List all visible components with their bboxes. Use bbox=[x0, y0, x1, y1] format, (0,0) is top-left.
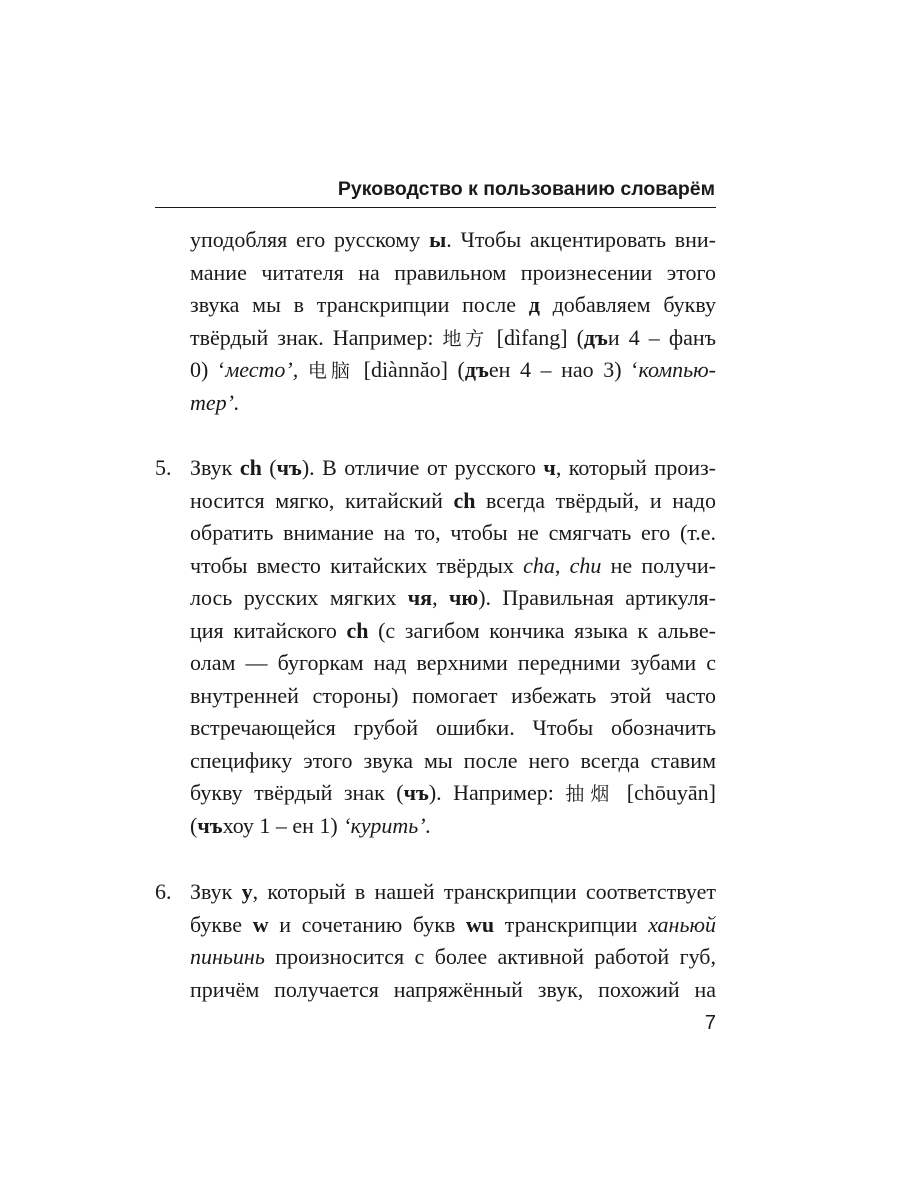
italic-term: ‘курить’. bbox=[343, 812, 432, 838]
italic-term: пиньинь bbox=[190, 944, 265, 969]
bold-term: дъ bbox=[464, 357, 489, 382]
text-line: мание читателя на правильном произнесении этого bbox=[190, 259, 716, 285]
page-number: 7 bbox=[704, 1012, 716, 1034]
header-rule bbox=[155, 207, 716, 208]
continuation-paragraph bbox=[190, 224, 716, 419]
bold-term: ch bbox=[453, 487, 476, 513]
item-6-paragraph bbox=[190, 876, 716, 1006]
bold-term: w bbox=[252, 911, 269, 937]
text-line: специфику этого звука мы после него всегда ставим bbox=[190, 747, 716, 773]
text-line: уподобляя его русскому ы. Чтобы акцентировать вни- bbox=[190, 227, 717, 252]
item-5-paragraph bbox=[190, 452, 716, 842]
bold-term: дъ bbox=[583, 324, 608, 350]
text-line: внутренней стороны) помогает избежать этой часто bbox=[190, 682, 716, 708]
bold-term: чя bbox=[407, 585, 433, 610]
bold-term: ч bbox=[543, 455, 556, 480]
text-line: твёрдый знак. Например: 地方 [dìfang] (дъи 4 – фанъ bbox=[190, 324, 716, 350]
text-line: (чъхоу 1 – ен 1) ‘курить’. bbox=[190, 812, 432, 838]
text-line: чтобы вместо китайских твёрдых cha, chu не получи- bbox=[190, 552, 716, 578]
bold-term: чю bbox=[448, 585, 479, 610]
chinese-characters: 抽烟 bbox=[565, 783, 616, 805]
text-line: обратить внимание на то, чтобы не смягчать его (т.е. bbox=[190, 520, 716, 545]
text-line: ция китайского ch (с загибом кончика языка к альве- bbox=[190, 617, 716, 643]
text-line: Звук ch (чъ). В отличие от русского ч, который произ- bbox=[190, 455, 716, 480]
chinese-characters: 电脑 bbox=[307, 360, 355, 382]
bold-term: д bbox=[528, 292, 540, 317]
italic-term: chu bbox=[569, 552, 602, 578]
bold-term: ы bbox=[429, 227, 447, 252]
bold-term: ch bbox=[239, 455, 262, 480]
bold-term: чъ bbox=[276, 455, 302, 480]
text-line: букву твёрдый знак (чъ). Например: 抽烟 [chōuyān] bbox=[190, 780, 716, 805]
text-line: причём получается напряжённый звук, похожий на bbox=[190, 976, 716, 1002]
item-6-number: 6. bbox=[155, 879, 172, 904]
text-line: пиньинь произносится с более активной работой губ, bbox=[190, 944, 716, 969]
text-line: носится мягко, китайский ch всегда твёрдый, и надо bbox=[190, 487, 716, 513]
text-line bbox=[190, 387, 716, 420]
italic-term: тер’. bbox=[190, 389, 240, 415]
text-line: встречающейся грубой ошибки. Чтобы обозначить bbox=[190, 715, 716, 740]
bold-term: чъ bbox=[403, 780, 429, 805]
bold-term: чъ bbox=[197, 812, 223, 838]
item-5-number: 5. bbox=[155, 455, 172, 480]
italic-term: место’, bbox=[225, 357, 299, 382]
text-line: 0) ‘место’, 电脑 [diànnăo] (дъен 4 – нао 3) ‘компью- bbox=[190, 357, 717, 382]
italic-term: ханьюй bbox=[648, 911, 716, 937]
bold-term: у bbox=[241, 879, 253, 904]
italic-term: cha bbox=[523, 552, 555, 578]
bold-term: wu bbox=[465, 911, 495, 937]
text-line: олам — бугоркам над верхними передними зубами с bbox=[190, 650, 716, 675]
bold-term: ch bbox=[346, 617, 369, 643]
text-line: Звук у, который в нашей транскрипции соответствует bbox=[190, 879, 716, 904]
chinese-characters: 地方 bbox=[442, 327, 488, 350]
italic-term: компью- bbox=[638, 357, 717, 382]
text-line: лось русских мягких чя, чю). Правильная артикуля- bbox=[190, 585, 716, 610]
running-head: Руководство к пользованию словарём bbox=[337, 178, 715, 200]
text-line: звука мы в транскрипции после д добавляем букву bbox=[190, 292, 716, 317]
text-line: букве w и сочетанию букв wu транскрипции ханьюй bbox=[190, 911, 716, 937]
